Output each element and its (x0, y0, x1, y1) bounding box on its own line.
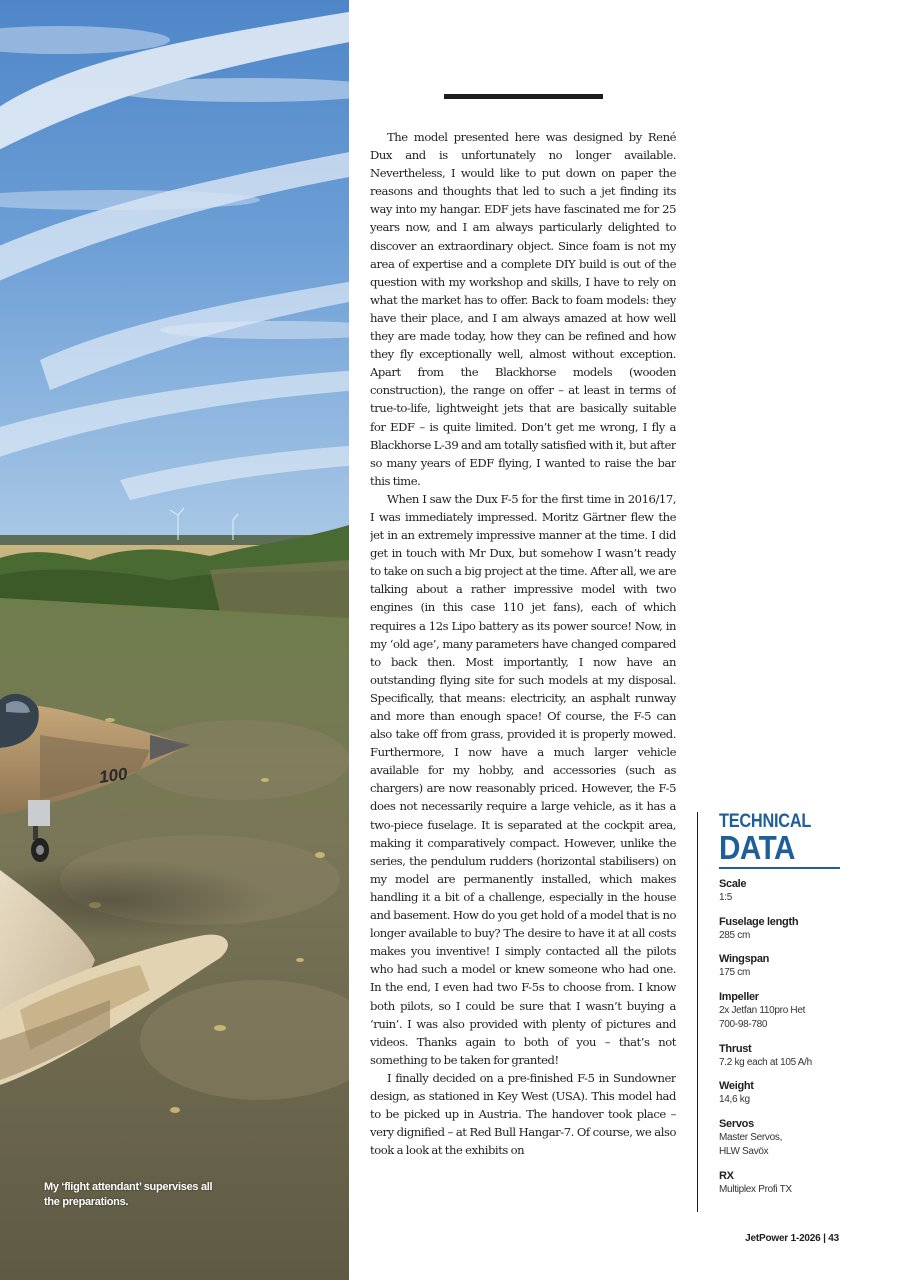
spec-label: Wingspan (719, 953, 770, 965)
spec-value: 1:5 (719, 892, 733, 903)
spec-thrust (719, 1042, 845, 1071)
spec-value: 7.2 kg each at 105 A/h (719, 1056, 812, 1068)
spec-label: Servos (719, 1117, 754, 1130)
spec-fuselage-length (719, 915, 845, 944)
tech-title-line2: DATA (719, 829, 795, 866)
tech-title-rule (719, 867, 840, 869)
article-photo (0, 0, 349, 1280)
spec-label: Fuselage length (719, 915, 799, 928)
article-body (370, 128, 676, 1218)
spec-label: Thrust (719, 1042, 752, 1055)
spec-label: RX (719, 1169, 734, 1182)
page-folio: JetPower 1-2026 | 43 (745, 1233, 839, 1244)
spec-value: 2x Jetfan 110pro Het 700-98-780 (719, 1004, 806, 1030)
spec-scale (719, 877, 845, 906)
spec-impeller (719, 990, 845, 1033)
spec-label: Scale (719, 878, 747, 890)
spec-value: Master Servos, HLW Savöx (719, 1131, 783, 1157)
article-paragraph: I finally decided on a pre-finished F-5 in Sundowner design, as stationed in Key West (USA). This model had to be picked up in Austria. The handover took place – very dignified – at Red Bull Hangar-7. Of course, we also took a look at the exhibits on (370, 1070, 676, 1158)
spec-servos (719, 1117, 845, 1160)
spec-wingspan (719, 952, 845, 981)
spec-label: Impeller (719, 990, 759, 1003)
spec-value: 285 cm (719, 929, 750, 941)
photo-caption: My ‘flight attendant’ supervises all the preparations. (44, 1181, 213, 1208)
article-paragraph: When I saw the Dux F-5 for the first time in 2016/17, I was immediately impressed. Moritz Gärtner flew the jet in an extremely impressive manner at the time. I did get in touch with Mr Dux, but somehow I wasn’t ready to take on such a big project at the time. After all, we are talking about a rather impressive model with two engines (in this case 110 jet fans), each of which requires a 12s Lipo battery as its power source! Now, in my ‘old age’, many parameters have changed compared to back then. Most importantly, I now have an outstanding flying site for such models at my disposal. Specifically, that means: electricity, an asphalt runway and more than enough space! Of course, the F-5 can also take off from grass, provided it is properly mowed. Furthermore, I now have a much larger vehicle available for my hobby, and accessories (such as chargers) are now reasonably priced. However, the F-5 does not necessarily require a large vehicle, as it has a two-piece fuselage. It is separated at the cockpit area, making it comparatively compact. However, unlike the series, the pendulum rudders (horizontal stabilisers) on my model are permanently installed, which makes handling it a bit of a challenge, especially in the house and basement. How do you get hold of a model that is no longer available to buy? The desire to have it at all costs makes you inventive! I simply contacted all the pilots who had such a model or knew someone who had one. In the end, I even had two F-5s to choose from. I know both pilots, so I could be sure that I wasn’t buying a ‘ruin’. I was also provided with plenty of pictures and videos. Thanks again to both of you – that’s not something to be taken for granted! (370, 491, 676, 1067)
spec-rx (719, 1169, 845, 1198)
rc-jet-on-grass-photo (0, 0, 349, 1280)
spec-value: 175 cm (719, 967, 750, 978)
spec-value: Multiplex Profi TX (719, 1183, 792, 1195)
article-paragraph: The model presented here was designed by René Dux and is unfortunately no longer available. Nevertheless, I would like to put down on paper the reasons and thoughts that led to such a jet finding its way into my hangar. EDF jets have fascinated me for 25 years now, and I am always particularly delighted to discover an extraordinary object. Since foam is not my area of expertise and a complete DIY build is out of the question with my workshop and skills, I have to rely on what the market has to offer. Back to foam models: they have their place, and I am always amazed at how well they are made today, how they can be refined and how they fly exceptionally well, almost without exception. Apart from the Blackhorse models (wooden construction), the range on offer – at least in terms of true-to-life, lightweight jets that are basically suitable for EDF – is quite limited. Don’t get me wrong, I fly a Blackhorse L-39 and am totally satisfied with it, but after so many years of EDF flying, I wanted to raise the bar this time. (370, 130, 676, 488)
spec-weight (719, 1079, 845, 1108)
section-rule (444, 94, 603, 99)
spec-value: 14,6 kg (719, 1094, 750, 1105)
spec-label: Weight (719, 1080, 754, 1092)
aircraft-marking: 100 (97, 764, 129, 787)
technical-data-box (697, 812, 845, 1212)
tech-title-line1: TECHNICAL (719, 811, 812, 832)
